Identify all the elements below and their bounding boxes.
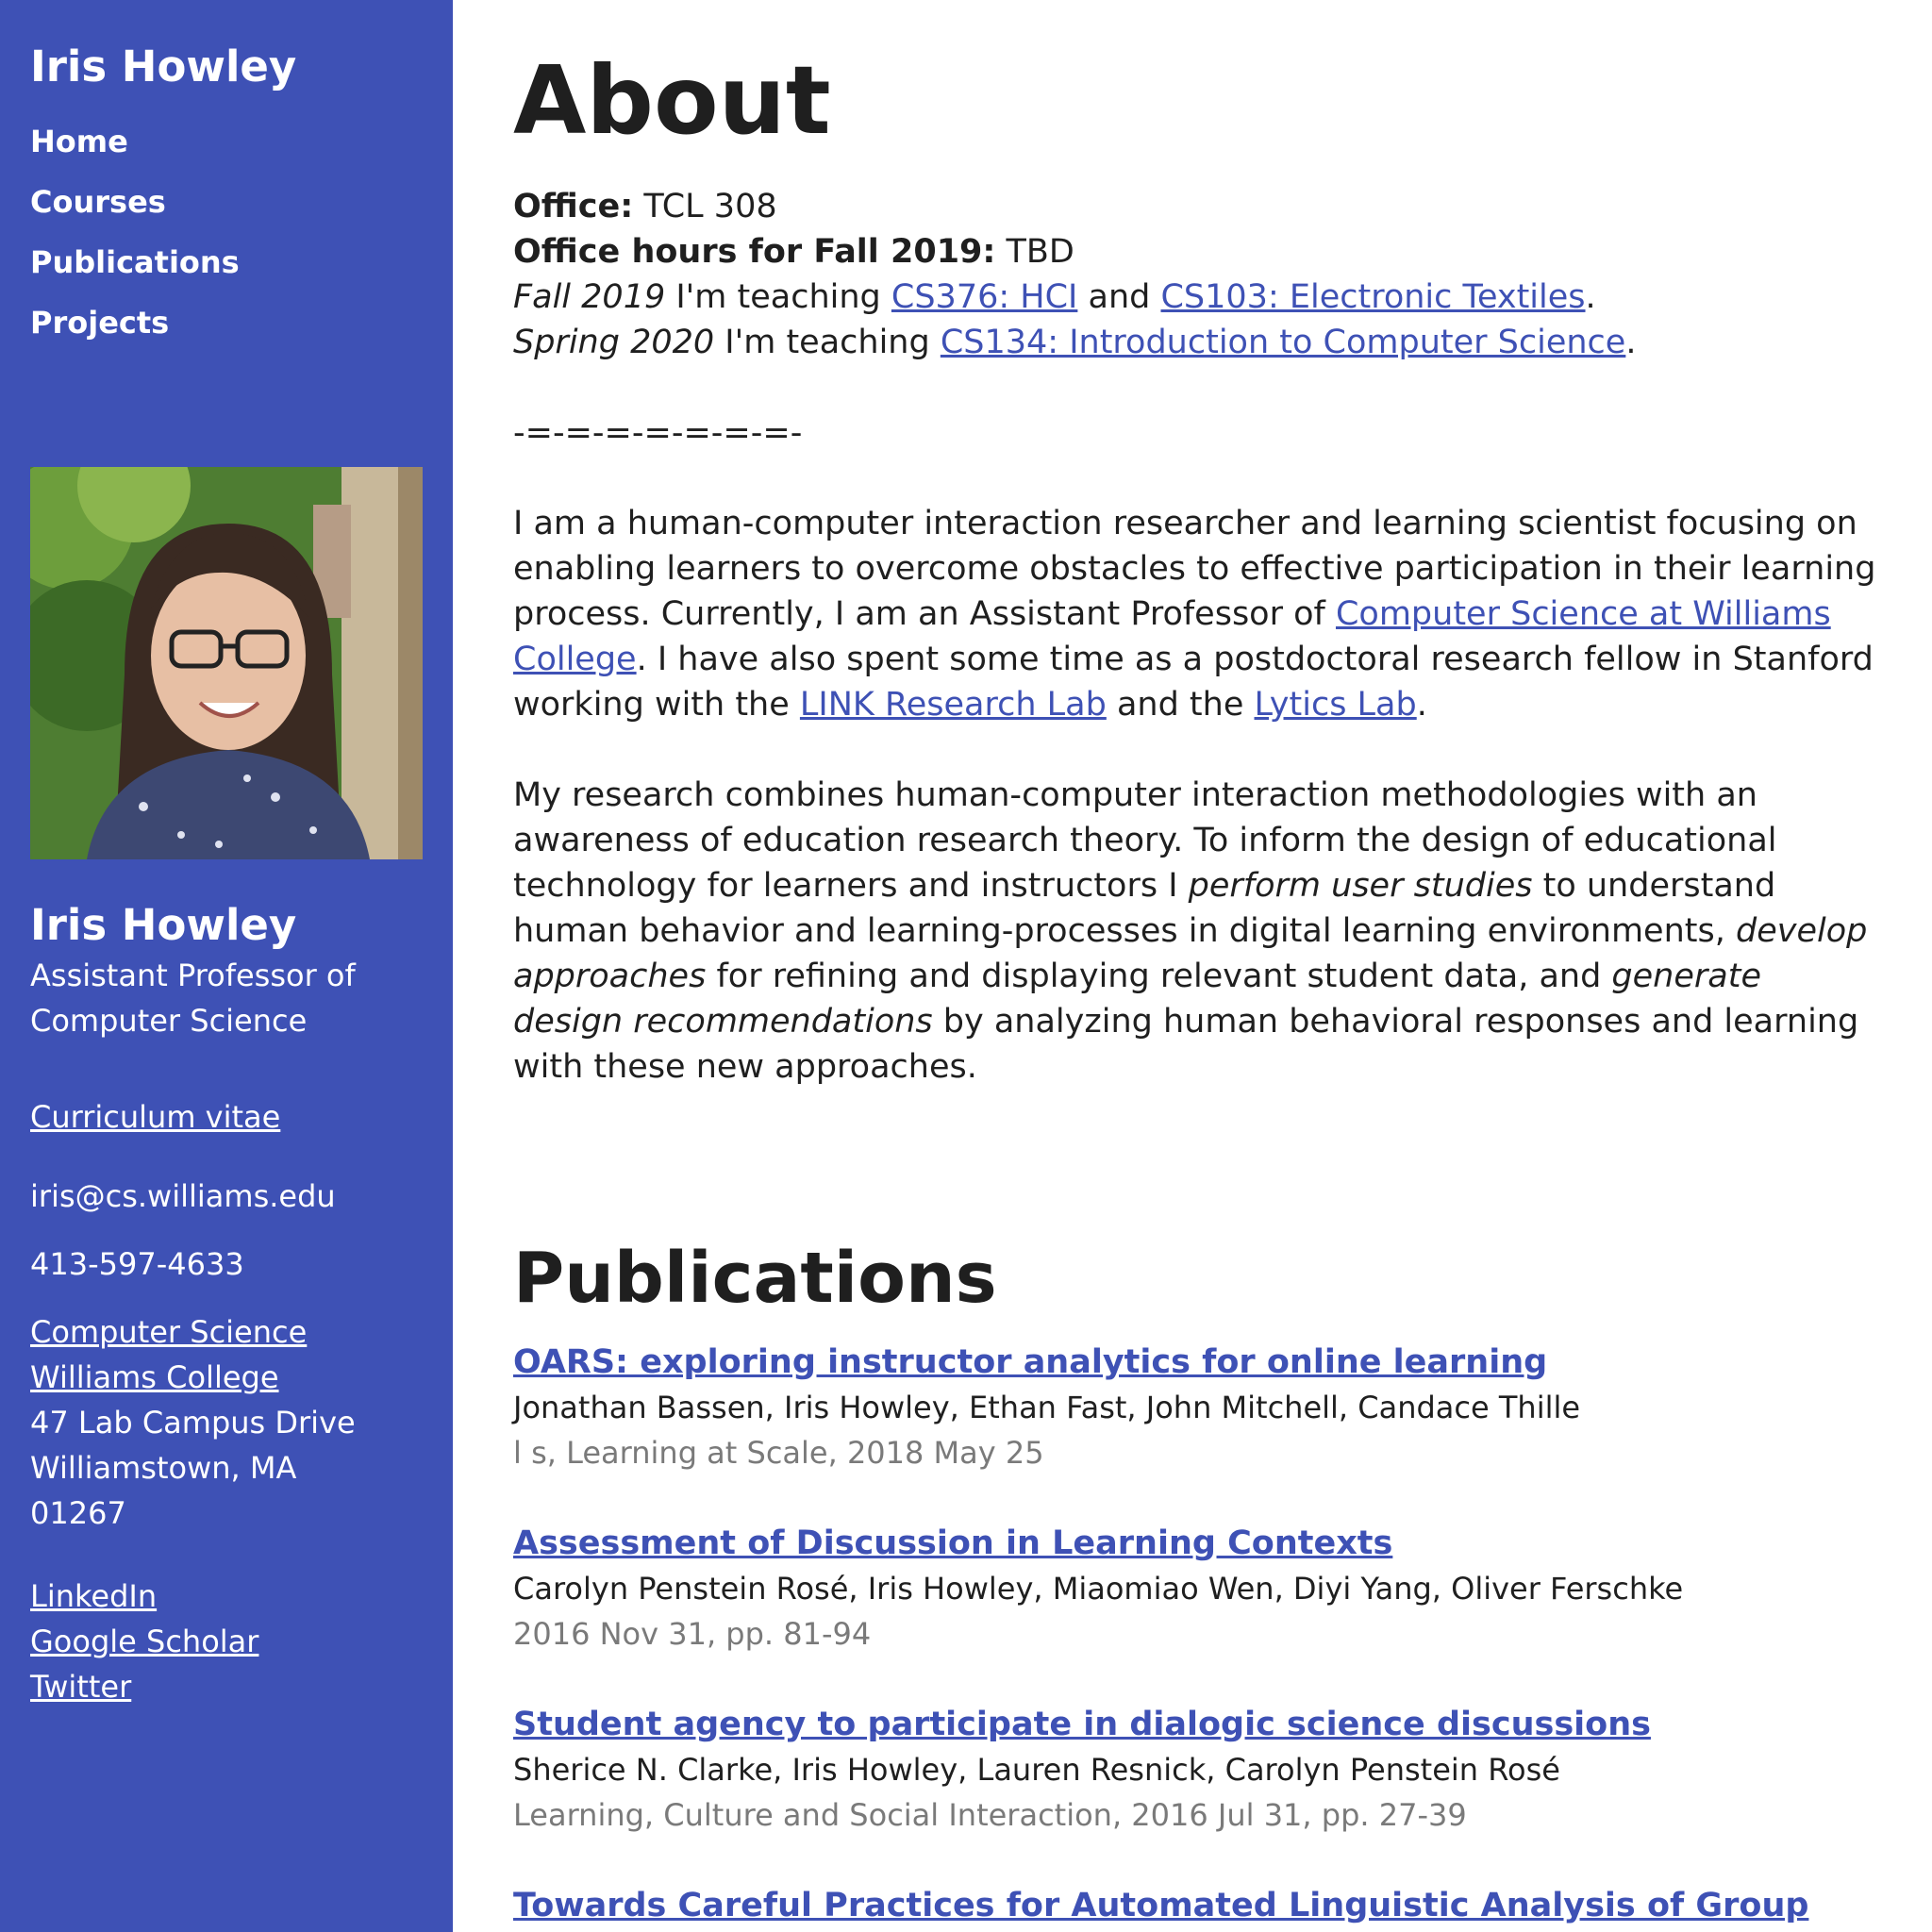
cv-block <box>30 1094 280 1140</box>
google-scholar-link[interactable]: Google Scholar <box>30 1624 259 1659</box>
office-line <box>513 184 1881 229</box>
link-research-lab-link[interactable]: LINK Research Lab <box>799 686 1107 724</box>
dept-link[interactable]: Computer Science <box>30 1314 308 1350</box>
bio-p2-text-a: My research combines human-computer interaction methodologies with an awareness of education research theory. To inform the design of educational technology for learners and instructors I <box>513 776 1777 905</box>
bio-p1-text-a: I am a human-computer interaction researcher and learning scientist focusing on enabling learners to overcome obstacles to effective participation in their learning process. Currently, I am an Assistant Professor of <box>513 505 1876 633</box>
bio-p2-text-c: for refining and displaying relevant student data, and <box>706 958 1612 995</box>
publication-authors: Jonathan Bassen, Iris Howley, Ethan Fast, John Mitchell, Candace Thille <box>513 1390 1581 1425</box>
publication-venue: l s, Learning at Scale, 2018 May 25 <box>513 1435 1044 1471</box>
hours-label: Office hours for Fall 2019: <box>513 233 996 271</box>
course-cs103-link[interactable]: CS103: Electronic Textiles <box>1160 278 1586 316</box>
period: . <box>1585 278 1596 316</box>
publication-authors: Sherice N. Clarke, Iris Howley, Lauren Resnick, Carolyn Penstein Rosé <box>513 1752 1560 1788</box>
profile-photo <box>30 467 423 859</box>
bio-p2-em-1: perform user studies <box>1188 867 1533 905</box>
nav-projects[interactable]: Projects <box>30 305 170 341</box>
lytics-lab-link[interactable]: Lytics Lab <box>1254 686 1417 724</box>
nav-courses[interactable]: Courses <box>30 184 166 220</box>
and-text: and <box>1077 278 1161 316</box>
publication-item <box>513 1340 1890 1475</box>
college-link[interactable]: Williams College <box>30 1359 279 1395</box>
course-cs376-link[interactable]: CS376: HCI <box>891 278 1078 316</box>
divider: -=-=-=-=-=-=-=- <box>513 414 803 452</box>
sidebar <box>0 0 453 1932</box>
hours-line <box>513 229 1881 275</box>
bio-paragraph-2 <box>513 773 1881 1090</box>
publication-item <box>513 1521 1890 1657</box>
office-info <box>513 184 1881 365</box>
bio-p2-text-b: to understand human behavior and learning-processes in digital learning environments, <box>513 867 1776 950</box>
teaching-text: I'm teaching <box>665 278 891 316</box>
course-cs134-link[interactable]: CS134: Introduction to Computer Science <box>940 324 1626 361</box>
hours-value: TBD <box>995 233 1074 271</box>
office-value: TCL 308 <box>633 188 777 225</box>
publication-item <box>513 1883 1890 1928</box>
cv-link[interactable]: Curriculum vitae <box>30 1099 281 1135</box>
profile-role: Assistant Professor of Computer Science <box>30 958 356 1039</box>
address-block <box>30 1309 356 1536</box>
bio-p1-text-c: and the <box>1106 686 1255 724</box>
address-line-1: 47 Lab Campus Drive <box>30 1405 356 1441</box>
phone <box>30 1241 244 1287</box>
twitter-link[interactable]: Twitter <box>30 1669 132 1705</box>
bio-p2-em-3: generate design recommendations <box>513 958 1761 1041</box>
publication-venue: Learning, Culture and Social Interaction, 2016 Jul 31, pp. 27-39 <box>513 1797 1467 1833</box>
nav-publications[interactable]: Publications <box>30 244 240 280</box>
email <box>30 1174 336 1219</box>
bio-p1-text-d: . <box>1416 686 1427 724</box>
publication-item <box>513 1702 1890 1838</box>
social-links <box>30 1574 258 1709</box>
phone-text: 413-597-4633 <box>30 1246 244 1282</box>
profile-name: Iris Howley <box>30 900 297 950</box>
publication-title-link[interactable]: Assessment of Discussion in Learning Contexts <box>513 1524 1393 1562</box>
address-line-3: 01267 <box>30 1495 126 1531</box>
teaching-text-2: I'm teaching <box>714 324 941 361</box>
spring-teaching-line <box>513 320 1881 365</box>
period-2: . <box>1625 324 1637 361</box>
main-nav <box>30 111 423 353</box>
spring-term: Spring 2020 <box>513 324 715 361</box>
linkedin-link[interactable]: LinkedIn <box>30 1578 158 1614</box>
fall-term: Fall 2019 <box>513 278 666 316</box>
office-label: Office: <box>513 188 634 225</box>
publication-venue: 2016 Nov 31, pp. 81-94 <box>513 1616 872 1652</box>
page-title: About <box>513 45 831 156</box>
publication-title-link[interactable]: OARS: exploring instructor analytics for online learning <box>513 1343 1548 1381</box>
bio-p2-text-d: by analyzing human behavioral responses and learning with these new approaches. <box>513 1003 1859 1086</box>
publication-title-link[interactable]: Student agency to participate in dialogic science discussions <box>513 1706 1651 1743</box>
bio-paragraph-1 <box>513 501 1881 727</box>
bio-p2-em-2: develop approaches <box>513 912 1868 995</box>
fall-teaching-line <box>513 275 1881 320</box>
email-text: iris@cs.williams.edu <box>30 1178 336 1214</box>
publication-authors: Carolyn Penstein Rosé, Iris Howley, Miaomiao Wen, Diyi Yang, Oliver Ferschke <box>513 1571 1684 1607</box>
publications-heading: Publications <box>513 1238 997 1319</box>
site-title[interactable]: Iris Howley <box>30 42 297 92</box>
profile-photo-illustration <box>30 467 423 859</box>
address-line-2: Williamstown, MA <box>30 1450 297 1486</box>
nav-home[interactable]: Home <box>30 124 128 159</box>
williams-cs-link[interactable]: Computer Science at Williams College <box>513 595 1831 678</box>
bio-p1-text-b: . I have also spent some time as a postdoctoral research fellow in Stanford working with the <box>513 641 1874 724</box>
publication-title-link[interactable]: Towards Careful Practices for Automated Linguistic Analysis of Group <box>513 1887 1809 1924</box>
